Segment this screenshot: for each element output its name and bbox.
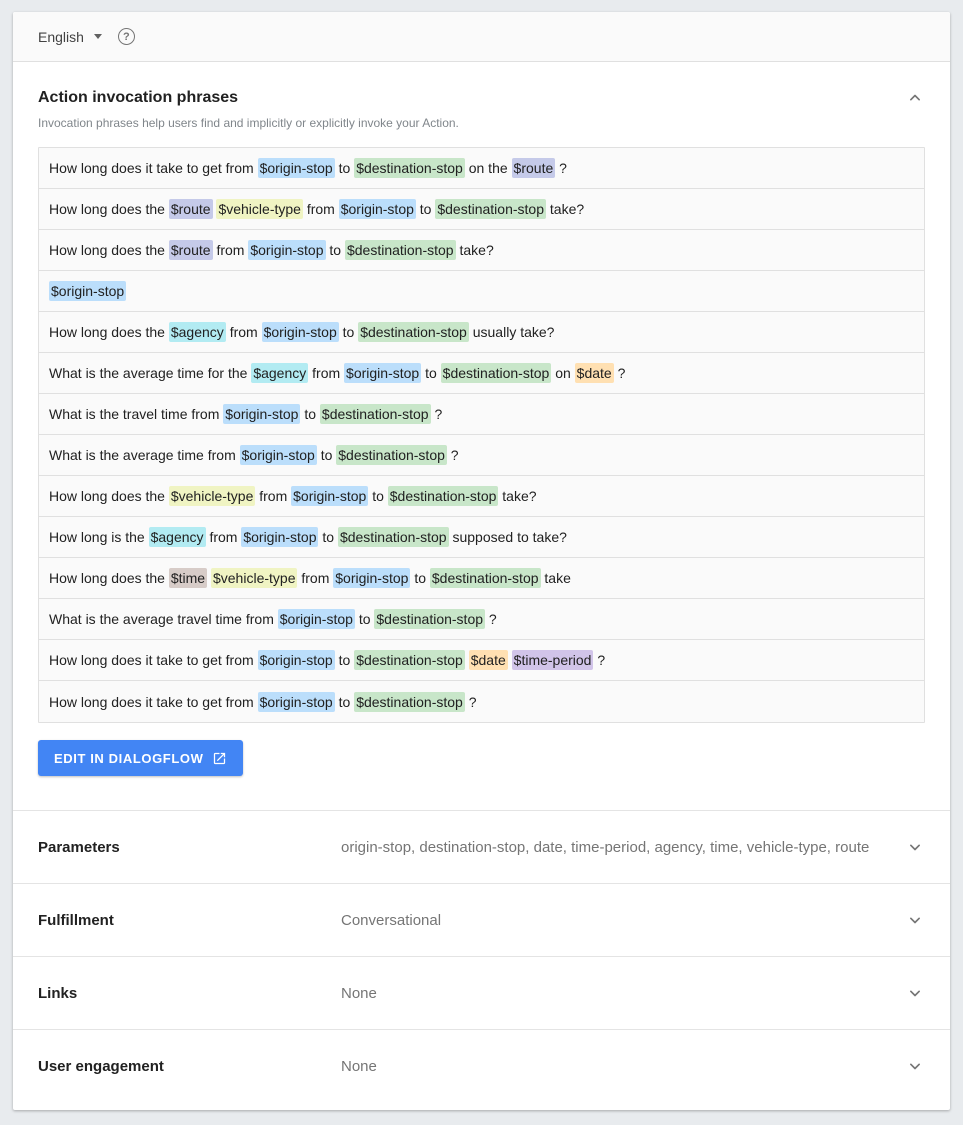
- param-chip-destination-stop: $destination-stop: [356, 160, 463, 176]
- phrase-text: What is the average travel time from: [49, 611, 278, 627]
- phrase-text: to: [334, 693, 355, 710]
- phrase-text: How long does it take to get from: [49, 652, 258, 668]
- section-value: None: [341, 984, 377, 1002]
- phrase-text: from: [302, 201, 339, 217]
- phrase-text: from: [205, 529, 242, 545]
- section-row-user-engagement[interactable]: [13, 1029, 950, 1102]
- param-chip-route: $route: [513, 160, 554, 176]
- param-chip-origin-stop: $origin-stop: [279, 611, 353, 627]
- param-chip-destination-stop: $destination-stop: [338, 447, 445, 463]
- phrase-text: to: [421, 365, 441, 381]
- param-chip-route: $route: [170, 201, 211, 217]
- phrase-row: [39, 312, 924, 353]
- param-chip-origin-stop: $origin-stop: [340, 201, 414, 217]
- param-chip-origin-stop: $origin-stop: [346, 365, 420, 381]
- chevron-down-icon[interactable]: [905, 1056, 925, 1076]
- phrase-text: How long does it take to get from: [49, 693, 258, 710]
- section-row-parameters[interactable]: [13, 810, 950, 883]
- param-chip-origin-stop: $origin-stop: [259, 693, 333, 710]
- phrase-text: ?: [555, 160, 567, 176]
- param-chip-time-period: $time-period: [513, 652, 592, 668]
- phrase-text: to: [368, 488, 388, 504]
- param-chip-destination-stop: $destination-stop: [442, 365, 550, 381]
- phrase-text: from: [212, 242, 249, 258]
- phrase-text: to: [318, 529, 338, 545]
- param-chip-date: $date: [470, 652, 506, 668]
- section-row-links[interactable]: [13, 956, 950, 1029]
- param-chip-destination-stop: $destination-stop: [431, 570, 539, 586]
- param-chip-destination-stop: $destination-stop: [389, 488, 497, 504]
- phrase-row: [39, 189, 924, 230]
- phrase-text: to: [316, 447, 337, 463]
- collapsed-sections: [13, 810, 950, 1102]
- language-selector[interactable]: [38, 29, 102, 45]
- phrase-text: How long does the: [49, 242, 169, 258]
- section-value: origin-stop, destination-stop, date, time-period, agency, time, vehicle-type, route: [341, 838, 870, 856]
- param-chip-destination-stop: $destination-stop: [321, 406, 429, 422]
- param-chip-origin-stop: $origin-stop: [335, 570, 409, 586]
- phrase-text: on: [551, 365, 575, 381]
- section-subtitle: Invocation phrases help users find and implicitly or explicitly invoke your Action.: [38, 116, 459, 130]
- param-chip-route: $route: [170, 242, 211, 258]
- param-chip-origin-stop: $origin-stop: [259, 160, 333, 176]
- section-label: Fulfillment: [38, 911, 114, 929]
- edit-in-dialogflow-label: EDIT IN DIALOGFLOW: [54, 750, 204, 766]
- param-chip-agency: $agency: [170, 324, 224, 340]
- section-title: Action invocation phrases: [38, 89, 239, 106]
- param-chip-destination-stop: $destination-stop: [356, 693, 463, 710]
- param-chip-destination-stop: $destination-stop: [376, 611, 484, 627]
- section-label: Parameters: [38, 838, 120, 856]
- language-selector-label: English: [38, 28, 84, 45]
- phrase-text: take?: [498, 488, 537, 504]
- chevron-down-icon[interactable]: [905, 983, 925, 1003]
- param-chip-origin-stop: $origin-stop: [259, 652, 333, 668]
- phrase-text: supposed to take?: [448, 529, 567, 545]
- param-chip-time: $time: [170, 570, 206, 586]
- param-chip-vehicle-type: $vehicle-type: [218, 201, 301, 217]
- phrase-text: What is the average time from: [49, 447, 240, 463]
- phrase-text: from: [308, 365, 345, 381]
- phrase-text: What is the average time for the: [49, 365, 252, 381]
- section-value: Conversational: [341, 911, 442, 929]
- param-chip-origin-stop: $origin-stop: [293, 488, 367, 504]
- param-chip-vehicle-type: $vehicle-type: [170, 488, 254, 504]
- section-label: Links: [38, 984, 78, 1002]
- param-chip-destination-stop: $destination-stop: [356, 652, 463, 668]
- section-value: None: [341, 1057, 377, 1075]
- phrase-text: usually take?: [468, 324, 555, 340]
- param-chip-agency: $agency: [253, 365, 307, 381]
- phrase-text: ?: [446, 447, 459, 463]
- chevron-down-icon[interactable]: [905, 910, 925, 930]
- param-chip-agency: $agency: [150, 529, 204, 545]
- phrase-text: How long does the: [49, 570, 169, 586]
- param-chip-vehicle-type: $vehicle-type: [212, 570, 296, 586]
- phrase-row: [39, 681, 924, 722]
- param-chip-date: $date: [576, 365, 612, 381]
- invocation-phrases-section: [13, 62, 950, 810]
- phrase-text: How long does it take to get from: [49, 160, 258, 176]
- phrase-list: [38, 147, 925, 723]
- phrase-text: ?: [593, 652, 606, 668]
- phrase-text: to: [334, 652, 355, 668]
- action-details-card: [13, 12, 950, 1110]
- phrase-text: to: [300, 406, 320, 422]
- phrase-row: [39, 517, 924, 558]
- phrase-text: How long does the: [49, 488, 169, 504]
- phrase-text: take?: [455, 242, 494, 258]
- param-chip-destination-stop: $destination-stop: [437, 201, 544, 217]
- phrase-text: ?: [464, 693, 477, 710]
- phrase-text: to: [325, 242, 345, 258]
- chevron-down-icon[interactable]: [905, 837, 925, 857]
- param-chip-origin-stop: $origin-stop: [263, 324, 337, 340]
- phrase-row: [39, 558, 924, 599]
- phrase-text: to: [354, 611, 375, 627]
- phrase-text: How long does the: [49, 324, 169, 340]
- phrase-row: [39, 271, 924, 312]
- phrase-row: [39, 353, 924, 394]
- help-icon-glyph: ?: [123, 30, 130, 43]
- open-in-new-icon: [212, 751, 227, 766]
- param-chip-destination-stop: $destination-stop: [360, 324, 467, 340]
- edit-in-dialogflow-button[interactable]: [38, 740, 243, 776]
- param-chip-origin-stop: $origin-stop: [241, 447, 315, 463]
- phrase-text: take: [540, 570, 571, 586]
- chevron-up-icon[interactable]: [905, 88, 925, 108]
- phrase-text: ?: [430, 406, 443, 422]
- param-chip-origin-stop: $origin-stop: [243, 529, 317, 545]
- phrase-text: How long is the: [49, 529, 149, 545]
- phrase-text: from: [297, 570, 334, 586]
- phrase-row: [39, 394, 924, 435]
- phrase-text: ?: [485, 611, 497, 627]
- phrase-text: ?: [613, 365, 626, 381]
- phrase-text: to: [338, 324, 359, 340]
- param-chip-destination-stop: $destination-stop: [339, 529, 447, 545]
- language-bar: [13, 12, 950, 62]
- arrow-drop-down-icon: [94, 34, 102, 39]
- param-chip-origin-stop: $origin-stop: [250, 242, 324, 258]
- phrase-text: from: [255, 488, 292, 504]
- phrase-row: [39, 435, 924, 476]
- section-row-fulfillment[interactable]: [13, 883, 950, 956]
- phrase-row: [39, 640, 924, 681]
- phrase-text: to: [334, 160, 355, 176]
- phrase-row: [39, 476, 924, 517]
- phrase-text: How long does the: [49, 201, 169, 217]
- phrase-row: [39, 148, 924, 189]
- phrase-row: [39, 230, 924, 271]
- phrase-text: on the: [464, 160, 512, 176]
- param-chip-origin-stop: $origin-stop: [51, 283, 125, 299]
- section-label: User engagement: [38, 1057, 164, 1075]
- phrase-text: What is the travel time from: [49, 406, 224, 422]
- param-chip-origin-stop: $origin-stop: [225, 406, 299, 422]
- phrase-text: from: [225, 324, 262, 340]
- phrase-text: to: [410, 570, 430, 586]
- phrase-text: take?: [546, 201, 585, 217]
- param-chip-destination-stop: $destination-stop: [346, 242, 454, 258]
- phrase-row: [39, 599, 924, 640]
- help-icon[interactable]: [118, 28, 135, 45]
- phrase-text: to: [415, 201, 436, 217]
